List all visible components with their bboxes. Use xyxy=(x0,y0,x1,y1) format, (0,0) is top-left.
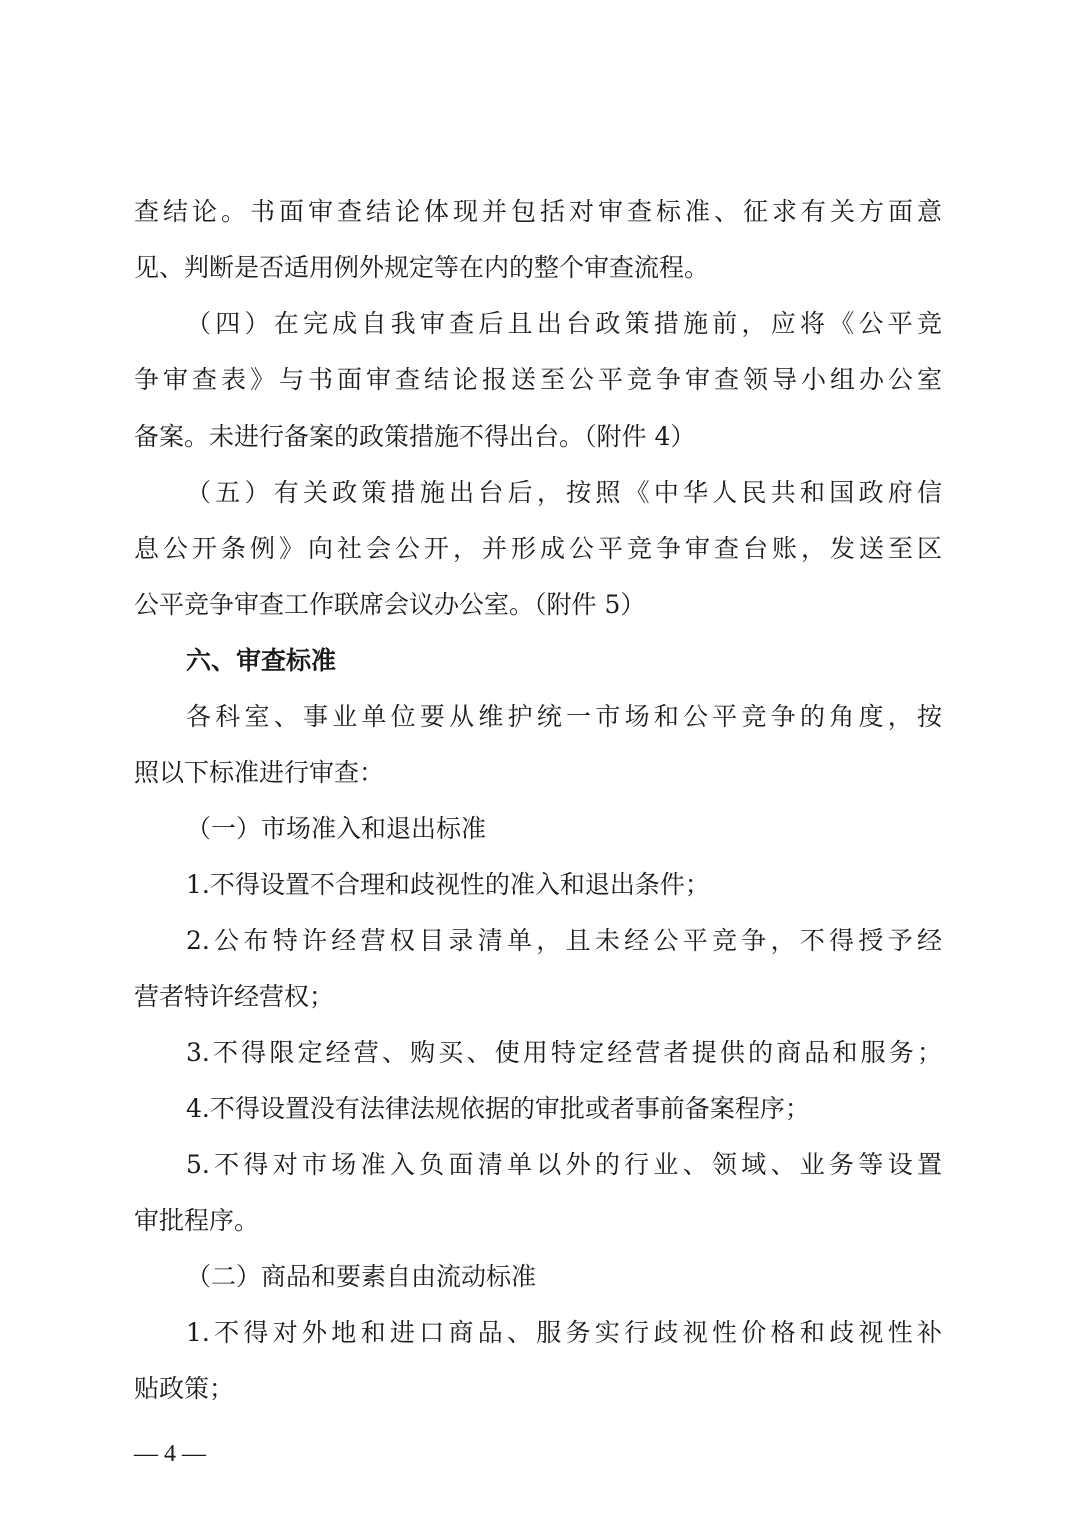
list-item: 2.公布特许经营权目录清单，且未经公平竞争，不得授予经 xyxy=(186,926,942,955)
body-text-line: 见、判断是否适用例外规定等在内的整个审查流程。 xyxy=(134,253,710,282)
paragraph-four-start: （四）在完成自我审查后且出台政策措施前，应将《公平竞 xyxy=(186,309,942,338)
list-item: 5.不得对市场准入负面清单以外的行业、领域、业务等设置 xyxy=(186,1150,942,1179)
list-item-continuation: 审批程序。 xyxy=(134,1206,260,1235)
list-item: 4.不得设置没有法律法规依据的审批或者事前备案程序； xyxy=(186,1094,810,1123)
list-item: 1.不得对外地和进口商品、服务实行歧视性价格和歧视性补 xyxy=(186,1318,942,1347)
body-text-line: 查结论。书面审查结论体现并包括对审查标准、征求有关方面意 xyxy=(134,197,942,226)
body-text-line: 各科室、事业单位要从维护统一市场和公平竞争的角度，按 xyxy=(186,702,942,731)
subsection-heading: （二）商品和要素自由流动标准 xyxy=(186,1262,537,1291)
body-text-line: 公平竞争审查工作联席会议办公室。（附件 5） xyxy=(134,590,646,619)
page-number: — 4 — xyxy=(134,1441,206,1467)
paragraph-five-start: （五）有关政策措施出台后，按照《中华人民共和国政府信 xyxy=(186,478,942,507)
body-text-line: 争审查表》与书面审查结论报送至公平竞争审查领导小组办公室 xyxy=(134,365,942,394)
list-item-continuation: 营者特许经营权； xyxy=(134,982,335,1011)
body-text-line: 照以下标准进行审查： xyxy=(134,758,385,787)
body-text-line: 备案。未进行备案的政策措施不得出台。（附件 4） xyxy=(134,422,696,451)
list-item: 1.不得设置不合理和歧视性的准入和退出条件； xyxy=(186,870,710,899)
body-text-line: 息公开条例》向社会公开，并形成公平竞争审查台账，发送至区 xyxy=(134,534,942,563)
subsection-heading: （一）市场准入和退出标准 xyxy=(186,814,487,843)
section-heading: 六、审查标准 xyxy=(186,646,337,675)
list-item-continuation: 贴政策； xyxy=(134,1374,235,1403)
list-item: 3.不得限定经营、购买、使用特定经营者提供的商品和服务； xyxy=(186,1038,942,1067)
